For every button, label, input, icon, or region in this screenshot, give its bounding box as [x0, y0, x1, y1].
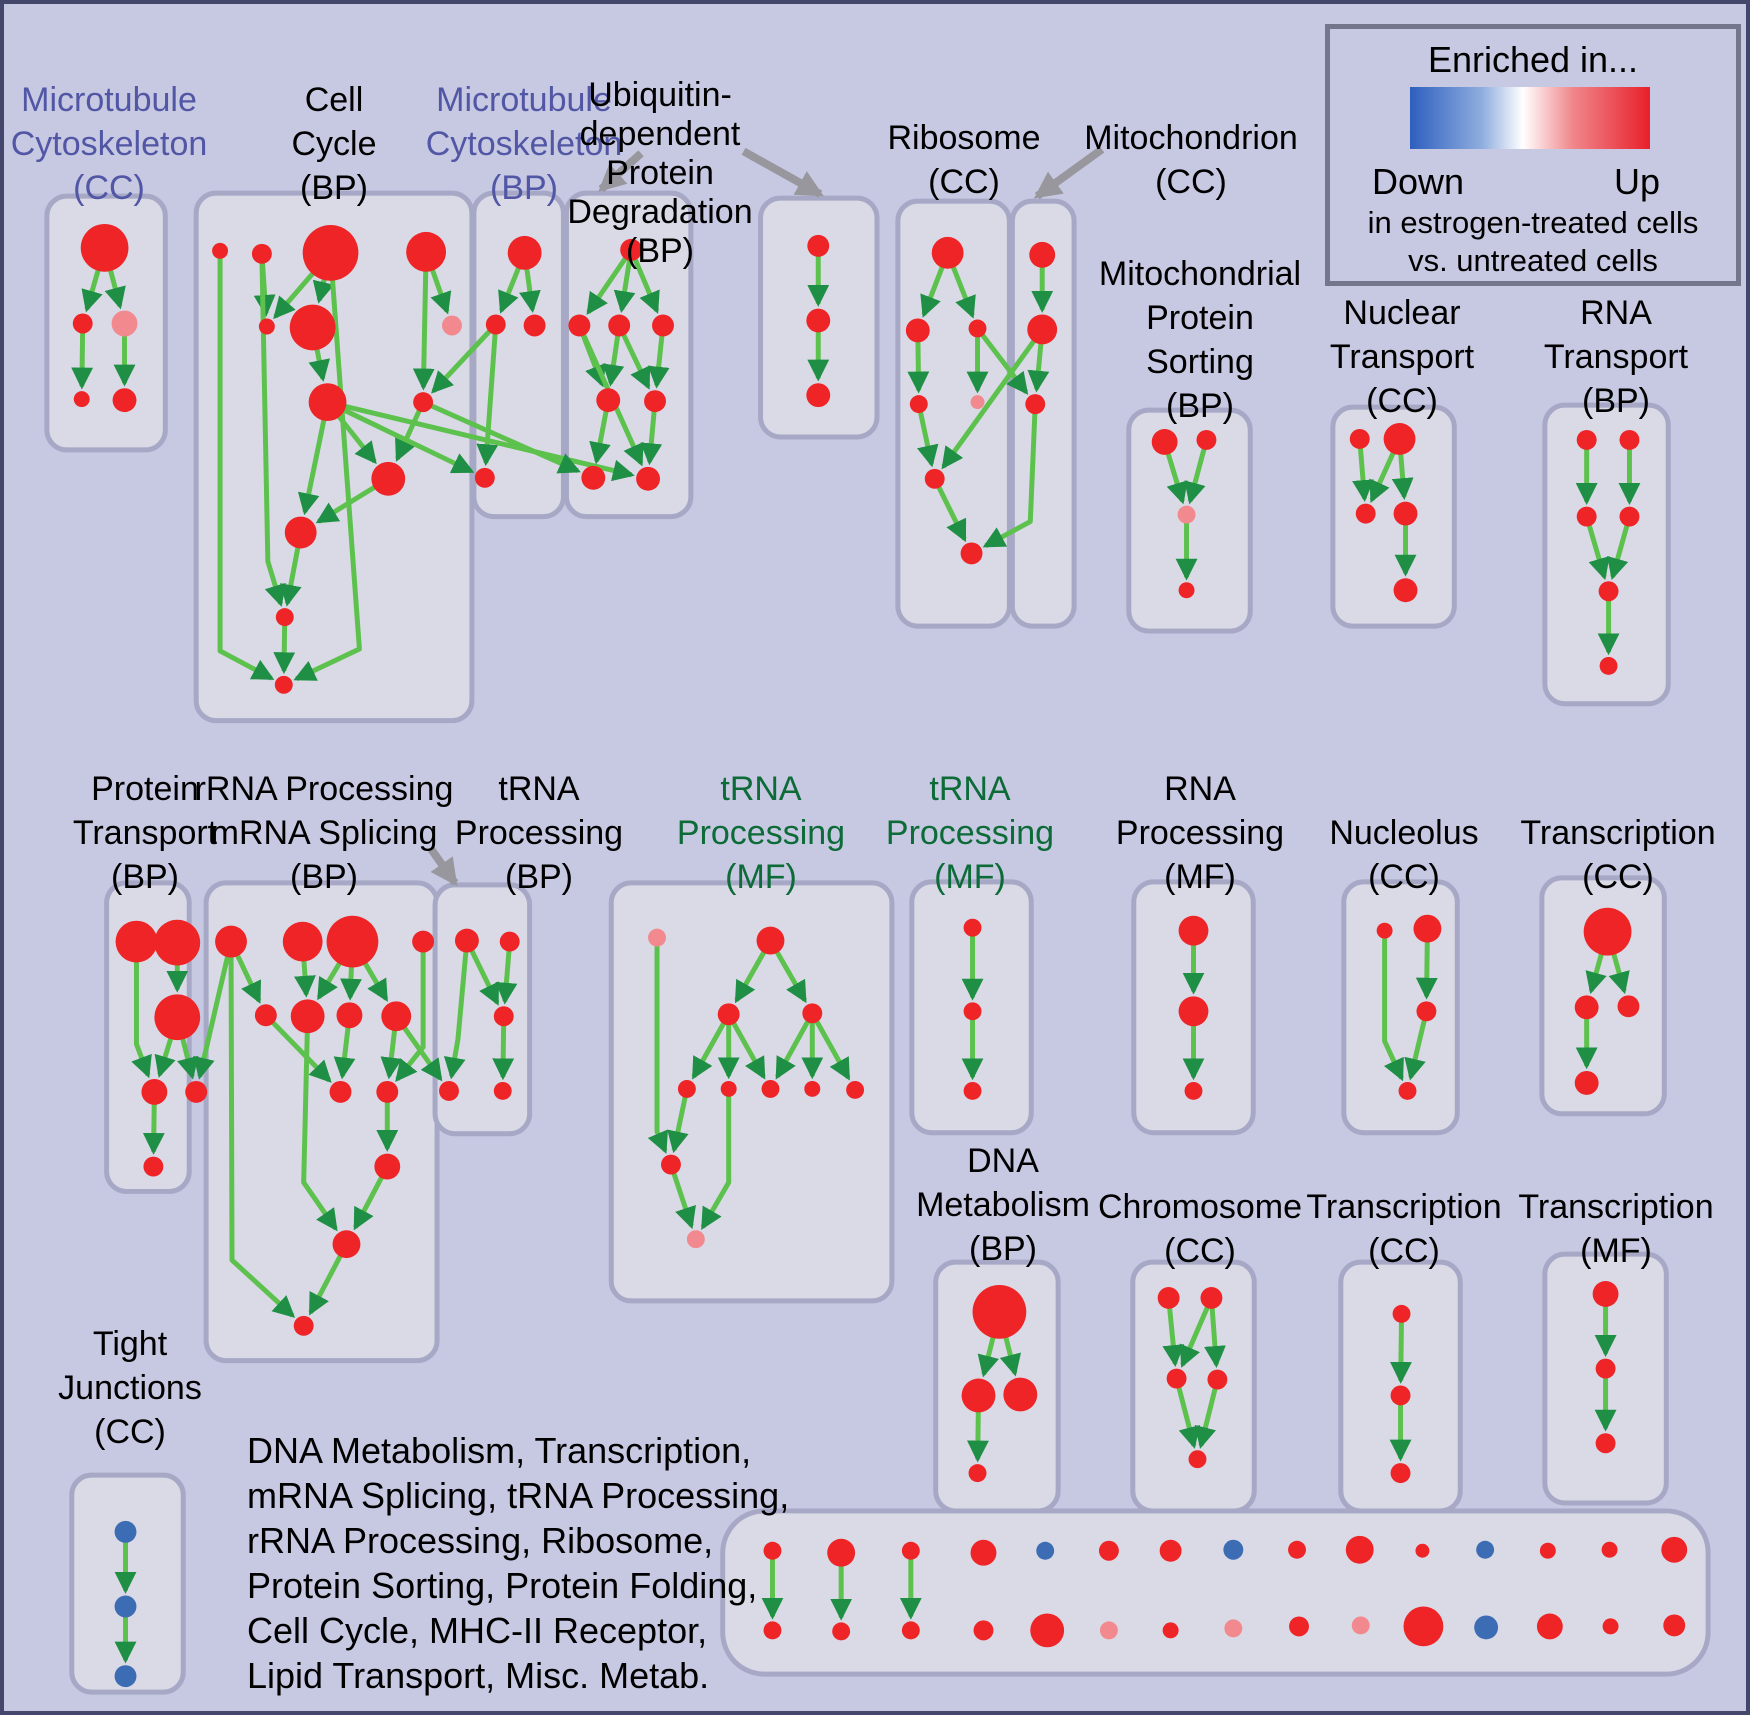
node-r2	[906, 319, 930, 343]
node-b3	[303, 225, 359, 281]
node-b6	[290, 305, 336, 351]
node-w3t	[902, 1542, 920, 1560]
node-tb5	[494, 1082, 512, 1100]
label-line: Processing	[676, 814, 846, 852]
node-w10t	[1346, 1536, 1374, 1564]
node-tb4	[439, 1081, 459, 1101]
node-q5	[1394, 578, 1418, 602]
label-line: Microtubule	[21, 81, 197, 119]
node-pt4	[141, 1079, 167, 1105]
label-line: (MF)	[725, 858, 797, 896]
node-w14b	[1603, 1618, 1619, 1634]
node-g10	[661, 1155, 681, 1175]
node-w9b	[1289, 1616, 1309, 1636]
label-line: (CC)	[73, 169, 145, 207]
node-w11t	[1415, 1544, 1429, 1558]
node-w9t	[1288, 1541, 1306, 1559]
node-g3	[718, 1003, 740, 1025]
node-rr3	[327, 916, 379, 968]
node-j1	[1377, 923, 1393, 939]
label-line: Transport	[1329, 338, 1475, 376]
node-f3	[1596, 1433, 1616, 1453]
label-line: Cycle	[291, 125, 377, 163]
node-b13	[275, 676, 293, 694]
node-tb1	[455, 929, 479, 953]
label-line: (MF)	[1580, 1232, 1652, 1270]
node-t3	[1577, 507, 1597, 527]
node-w3b	[902, 1621, 920, 1639]
node-i1	[1179, 916, 1209, 946]
node-rr7	[291, 999, 325, 1033]
misc-note-line: mRNA Splicing, tRNA Processing,	[247, 1475, 790, 1516]
node-u1	[620, 239, 642, 261]
node-pt5	[185, 1081, 207, 1103]
node-k3	[1618, 995, 1640, 1017]
node-pt1	[116, 921, 158, 963]
node-pt3	[154, 994, 200, 1040]
node-tb2	[500, 932, 520, 952]
label-line: Metabolism	[916, 1186, 1090, 1224]
node-j3	[1416, 1001, 1436, 1021]
label-line: Chromosome	[1097, 1188, 1303, 1226]
node-rr4	[412, 931, 434, 953]
edge-b4-b9	[423, 252, 426, 387]
node-rr14	[294, 1316, 314, 1336]
node-g11	[687, 1230, 705, 1248]
node-t6	[1600, 657, 1618, 675]
label-line: Protein	[1146, 299, 1254, 337]
node-q2	[1384, 423, 1416, 455]
label-line: (CC)	[1368, 1232, 1440, 1270]
label-line: Transcription	[1518, 1188, 1714, 1226]
trna-bp-arrow	[431, 849, 455, 883]
node-g8	[804, 1081, 820, 1097]
node-w10b	[1352, 1616, 1370, 1634]
label-line: (BP)	[1581, 382, 1650, 420]
node-r1	[932, 237, 964, 269]
label-line: (BP)	[626, 232, 694, 270]
node-a4	[74, 391, 90, 407]
label-line: rRNA Processing	[194, 770, 454, 808]
node-mb3	[524, 315, 546, 337]
node-mb1	[508, 236, 542, 270]
node-s1	[807, 235, 829, 257]
mitochondrion-arrow	[1037, 149, 1102, 196]
node-j2	[1413, 915, 1441, 943]
label-line: Cytoskeleton	[10, 125, 208, 163]
node-g2	[757, 927, 785, 955]
label-line: Processing	[885, 814, 1055, 852]
label-line: (MF)	[934, 858, 1006, 896]
label-line: RNA	[1164, 770, 1236, 808]
node-rr8	[337, 1002, 363, 1028]
node-w15t	[1661, 1537, 1687, 1563]
node-w12t	[1476, 1541, 1494, 1559]
node-g6	[721, 1081, 737, 1097]
label-line: (CC)	[1366, 382, 1438, 420]
node-p4	[1179, 582, 1195, 598]
node-t5	[1599, 581, 1619, 601]
node-p1	[1152, 429, 1178, 455]
ubiquitin-right-arrow	[744, 151, 821, 194]
node-r4	[910, 395, 928, 413]
node-ch4	[1207, 1370, 1227, 1390]
node-q3	[1356, 504, 1376, 524]
label-line: (CC)	[928, 163, 1000, 201]
label-line: (CC)	[1368, 858, 1440, 896]
node-b8	[309, 383, 347, 421]
node-p2	[1196, 430, 1216, 450]
node-b7	[442, 316, 462, 336]
node-w4b	[974, 1620, 994, 1640]
node-r7	[961, 542, 983, 564]
node-s2	[806, 309, 830, 333]
node-tj3	[115, 1665, 137, 1687]
node-ch2	[1200, 1287, 1222, 1309]
label-line: Microtubule	[436, 81, 612, 119]
node-d1	[973, 1285, 1027, 1339]
node-a3	[112, 311, 138, 337]
misc-note-line: Lipid Transport, Misc. Metab.	[247, 1655, 710, 1696]
node-h3	[964, 1082, 982, 1100]
edge-e1-e2	[1401, 1314, 1402, 1381]
node-s3	[806, 383, 830, 407]
node-ch1	[1158, 1287, 1180, 1309]
node-rr9	[381, 1001, 411, 1031]
node-w6t	[1099, 1541, 1119, 1561]
node-pt2	[154, 920, 200, 966]
label-line: Junctions	[58, 1369, 202, 1407]
node-b5	[259, 319, 275, 335]
node-tj1	[115, 1521, 137, 1543]
label-line: Ribosome	[887, 119, 1041, 157]
node-g4	[802, 1003, 822, 1023]
label-line: Cytoskeleton	[425, 125, 623, 163]
node-m1	[1029, 242, 1055, 268]
node-r5	[971, 395, 985, 409]
node-i2	[1179, 996, 1209, 1026]
node-u6	[644, 390, 666, 412]
node-w13b	[1537, 1613, 1563, 1639]
label-line: (BP)	[489, 169, 558, 207]
node-w8b	[1224, 1619, 1242, 1637]
node-w5b	[1030, 1613, 1064, 1647]
node-w14t	[1602, 1542, 1618, 1558]
node-w7b	[1163, 1622, 1179, 1638]
node-t1	[1577, 430, 1597, 450]
node-q1	[1350, 429, 1370, 449]
node-rr13	[333, 1230, 361, 1258]
label-line: (BP)	[969, 1230, 1037, 1268]
label-line: Transcription	[1520, 814, 1716, 852]
legend-down-label: Down	[1372, 161, 1465, 202]
label-line: Ubiquitin-	[588, 76, 732, 114]
node-w4t	[971, 1540, 997, 1566]
node-q4	[1394, 502, 1418, 526]
node-d4	[969, 1464, 987, 1482]
node-rr11	[376, 1081, 398, 1103]
label-line: Tight	[92, 1325, 168, 1363]
node-u8	[636, 467, 660, 491]
node-u3	[608, 315, 630, 337]
node-b11	[285, 517, 317, 549]
node-h1	[964, 919, 982, 937]
node-k4	[1575, 1071, 1599, 1095]
node-b4	[406, 232, 446, 272]
node-m2	[1027, 315, 1057, 345]
node-p3	[1178, 506, 1196, 524]
cluster-box-chromosome	[1133, 1262, 1254, 1511]
node-j4	[1399, 1082, 1417, 1100]
label-line: Nucleolus	[1329, 814, 1479, 852]
cluster-box-misc-collection	[723, 1511, 1708, 1674]
node-rr2	[283, 922, 323, 962]
legend-title: Enriched in...	[1427, 39, 1639, 80]
node-g5	[678, 1080, 696, 1098]
label-line: tRNA	[498, 770, 580, 808]
node-e1	[1393, 1305, 1411, 1323]
ubiquitin-left-arrow	[601, 153, 641, 189]
node-pt6	[143, 1157, 163, 1177]
label-line: Nuclear	[1343, 294, 1461, 332]
label-line: Transcription	[1306, 1188, 1502, 1226]
label-line: (CC)	[94, 1413, 166, 1451]
node-a5	[113, 388, 137, 412]
label-line: mRNA Splicing	[210, 814, 438, 852]
label-line: (BP)	[504, 858, 573, 896]
node-rr10	[330, 1081, 352, 1103]
label-line: Transport	[72, 814, 218, 852]
node-f2	[1596, 1359, 1616, 1379]
label-line: Protein	[606, 154, 714, 192]
node-r6	[925, 469, 945, 489]
node-rr1	[215, 926, 247, 958]
node-w12b	[1474, 1615, 1498, 1639]
node-b1	[212, 243, 228, 259]
misc-note-line: Cell Cycle, MHC-II Receptor,	[247, 1610, 708, 1651]
label-line: (CC)	[1582, 858, 1654, 896]
misc-note-line: DNA Metabolism, Transcription,	[247, 1430, 752, 1471]
legend-up-label: Up	[1614, 161, 1661, 202]
node-f1	[1593, 1281, 1619, 1307]
legend-subtitle-2: vs. untreated cells	[1408, 243, 1658, 278]
label-line: Processing	[1115, 814, 1285, 852]
node-b9	[413, 392, 433, 412]
label-line: (CC)	[1155, 163, 1227, 201]
label-line: dependent	[579, 115, 741, 153]
legend-box	[1325, 24, 1741, 286]
node-rr6	[255, 1004, 277, 1026]
node-u7	[581, 466, 605, 490]
misc-note-line: Protein Sorting, Protein Folding,	[247, 1565, 758, 1606]
node-k1	[1584, 908, 1632, 956]
node-tj2	[115, 1596, 137, 1618]
node-b2	[252, 244, 272, 264]
label-line: (BP)	[300, 169, 368, 207]
node-r3	[969, 320, 987, 338]
label-line: Degradation	[567, 193, 753, 231]
node-a1	[81, 224, 129, 272]
label-line: Cell	[304, 81, 364, 119]
label-line: (BP)	[1166, 387, 1234, 425]
node-d3	[1003, 1378, 1037, 1412]
label-line: (BP)	[290, 858, 358, 896]
misc-note-line: rRNA Processing, Ribosome,	[247, 1520, 714, 1561]
misc-categories-note	[247, 1428, 789, 1698]
label-line: (MF)	[1164, 858, 1236, 896]
node-g1	[648, 929, 666, 947]
node-w11b	[1404, 1606, 1444, 1646]
label-line: Protein	[91, 770, 199, 808]
node-w5t	[1036, 1542, 1054, 1560]
node-a2	[73, 314, 93, 334]
node-mb2	[486, 315, 506, 335]
node-w8t	[1223, 1540, 1243, 1560]
label-line: tRNA	[929, 770, 1011, 808]
label-line: DNA	[967, 1142, 1039, 1180]
node-w2t	[827, 1539, 855, 1567]
node-g9	[846, 1081, 864, 1099]
label-line: RNA	[1580, 294, 1652, 332]
node-d2	[962, 1379, 996, 1413]
node-u2	[568, 315, 590, 337]
node-k2	[1575, 995, 1599, 1019]
node-t4	[1620, 507, 1640, 527]
node-g7	[762, 1080, 780, 1098]
node-e3	[1391, 1463, 1411, 1483]
node-tb3	[494, 1006, 514, 1026]
label-line: (BP)	[110, 858, 179, 896]
node-e2	[1391, 1386, 1411, 1406]
node-ch5	[1189, 1450, 1207, 1468]
label-line: Mitochondrion	[1084, 119, 1298, 157]
node-ch3	[1167, 1369, 1187, 1389]
node-mb4	[475, 468, 495, 488]
node-b12	[276, 608, 294, 626]
node-t2	[1620, 430, 1640, 450]
node-w15b	[1663, 1614, 1685, 1636]
label-line: Mitochondrial	[1098, 255, 1302, 293]
node-rr12	[374, 1154, 400, 1180]
node-w2b	[832, 1622, 850, 1640]
label-line: Processing	[454, 814, 624, 852]
node-u4	[652, 315, 674, 337]
label-line: Transport	[1543, 338, 1689, 376]
node-h2	[964, 1002, 982, 1020]
label-line: (CC)	[1164, 1232, 1236, 1270]
legend-subtitle-1: in estrogen-treated cells	[1367, 205, 1699, 240]
node-m3	[1025, 394, 1045, 414]
node-i3	[1185, 1082, 1203, 1100]
label-line: Sorting	[1146, 343, 1254, 381]
legend-gradient-bar	[1410, 87, 1650, 149]
label-line: tRNA	[720, 770, 802, 808]
node-u5	[596, 388, 620, 412]
node-w7t	[1160, 1540, 1182, 1562]
node-w13t	[1540, 1543, 1556, 1559]
node-b10	[371, 462, 405, 496]
node-w6b	[1100, 1621, 1118, 1639]
